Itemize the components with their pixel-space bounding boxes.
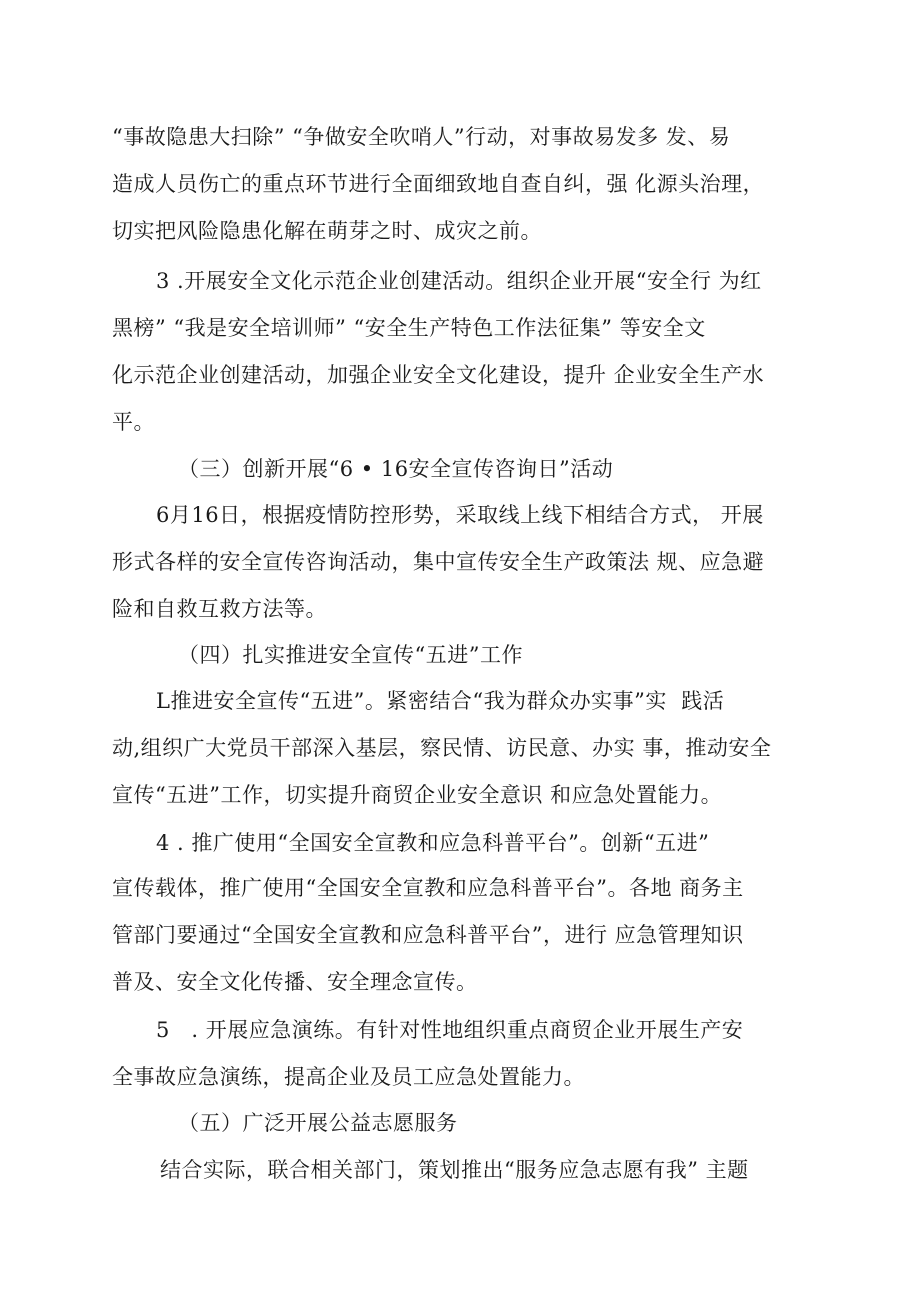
body-text-line: 形式各样的安全宣传咨询活动，集中宣传安全生产政策法 规、应急避 bbox=[112, 550, 765, 574]
body-text-line: 结合实际，联合相关部门，策划推出“服务应急志愿有我” 主题 bbox=[160, 1158, 749, 1182]
body-text-line: “事故隐患大扫除” “争做安全吹哨人”行动，对事故易发多 发、易 bbox=[112, 125, 731, 149]
body-text-line: 全事故应急演练，提高企业及员工应急处置能力。 bbox=[112, 1065, 585, 1089]
body-text-line: 黑榜” “我是安全培训师” “安全生产特色工作法征集” 等安全文 bbox=[112, 316, 706, 340]
body-text-line: 宣传“五进”工作，切实提升商贸企业安全意识 和应急处置能力。 bbox=[112, 783, 723, 807]
body-text-line: 切实把风险隐患化解在萌芽之时、成灾之前。 bbox=[112, 219, 542, 243]
section-heading: （四）扎实推进安全宣传“五进”工作 bbox=[178, 643, 523, 667]
body-text-line: 动,组织广大党员干部深入基层，察民情、访民意、办实 事，推动安全 bbox=[112, 736, 772, 760]
body-text-line: L推进安全宣传“五进”。紧密结合“我为群众办实事”实 践活 bbox=[156, 689, 725, 713]
body-text-line: 险和自救互救方法等。 bbox=[112, 597, 327, 621]
body-text-line: 普及、安全文化传播、安全理念宣传。 bbox=[112, 970, 478, 994]
section-heading: （五）广泛开展公益志愿服务 bbox=[178, 1111, 458, 1135]
body-text-line: 4 . 推广使用“全国安全宣教和应急科普平台”。创新“五进” bbox=[156, 831, 710, 855]
body-text-line: 5 . 开展应急演练。有针对性地组织重点商贸企业开展生产安 bbox=[156, 1018, 744, 1042]
body-text-line: 化示范企业创建活动，加强企业安全文化建设，提升 企业安全生产水 bbox=[112, 363, 765, 387]
body-text-line: 6月16日，根据疫情防控形势，采取线上线下相结合方式， 开展 bbox=[156, 503, 764, 527]
section-heading: （三）创新开展“6 • 16安全宣传咨询日”活动 bbox=[178, 457, 614, 481]
body-text-line: 平。 bbox=[112, 410, 155, 434]
body-text-line: 宣传载体，推广使用“全国安全宣教和应急科普平台”。各地 商务主 bbox=[112, 876, 744, 900]
body-text-line: 3 .开展安全文化示范企业创建活动。组织企业开展“安全行 为红 bbox=[156, 269, 762, 293]
body-text-line: 造成人员伤亡的重点环节进行全面细致地自查自纠，强 化源头治理， bbox=[112, 172, 765, 196]
body-text-line: 管部门要通过“全国安全宣教和应急科普平台”，进行 应急管理知识 bbox=[112, 923, 744, 947]
